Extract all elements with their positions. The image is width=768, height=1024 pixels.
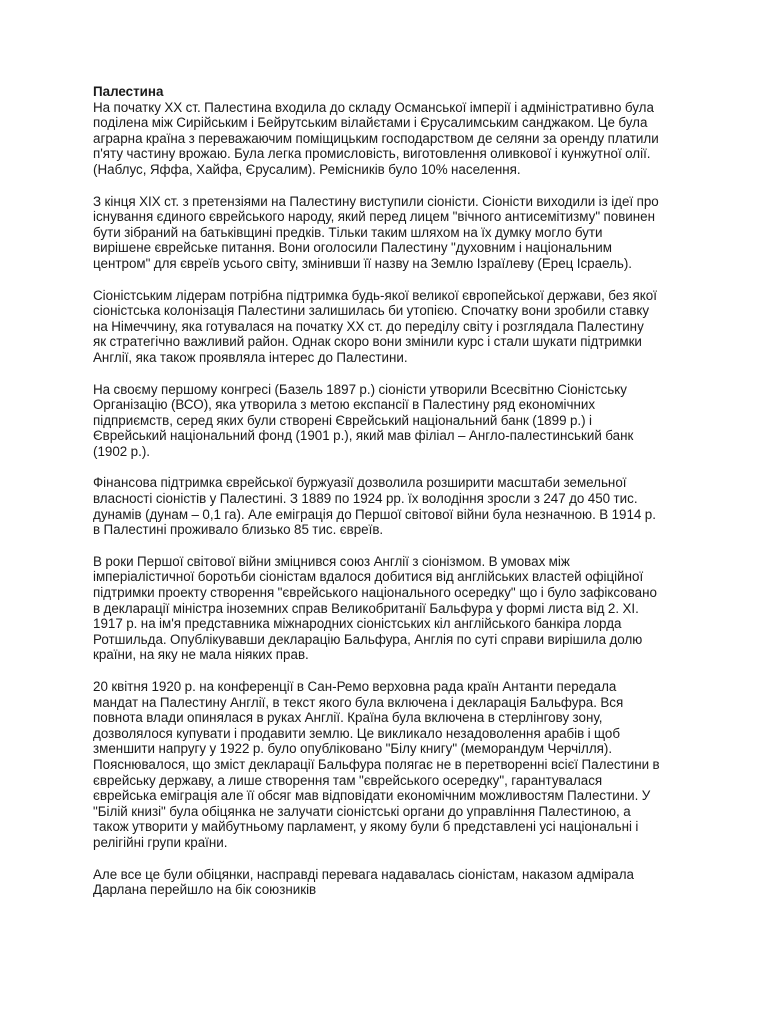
paragraph — [93, 194, 733, 272]
text-line: як стратегічно важливий район. Однак скоро вони змінили курс і стали шукати підтримки — [93, 334, 642, 350]
document-title: Палестина — [93, 84, 164, 99]
text-line: Англії, яка також проявляла інтерес до Палестини. — [93, 349, 408, 365]
text-line: Ротшильда. Опублікувавши декларацію Бальфура, Англія по суті справи вирішила долю — [93, 631, 643, 647]
text-line: (1902 р.). — [93, 443, 151, 459]
text-line: мандат на Палестину Англії, в текст якого була включена і декларація Бальфура. Вся — [93, 694, 624, 710]
paragraph — [93, 554, 733, 663]
text-line: Єврейський національний фонд (1901 р.), який мав філіал – Англо-палестинський банк — [93, 428, 634, 444]
text-line: На своєму першому конгресі (Базель 1897 р.) сіоністи утворили Всесвітню Сіоністську — [93, 381, 627, 397]
paragraph — [93, 475, 733, 537]
text-line: в декларації міністра іноземних справ Великобританії Бальфура у формі листа від 2. ХІ. — [93, 600, 639, 616]
text-line: бути зібраний на батьківщині предків. Тільки таким шляхом на їх думку могло бути — [93, 224, 603, 240]
text-line: дунамів (дунам – 0,1 га). Але еміграція до Першої світової війни була незначною. В 1914 р. — [93, 506, 656, 522]
text-line: (Наблус, Яффа, Хайфа, Єрусалим). Ремісників було 10% населення. — [93, 161, 521, 177]
text-line: "Білій книзі" була обіцянка не залучати сіоністські органи до управління Палестиною, а — [93, 803, 631, 819]
paragraph — [93, 679, 733, 851]
text-line: аграрна країна з переважаючим поміщицьким господарством де селяни за оренду платили — [93, 130, 659, 146]
text-line: В роки Першої світової війни зміцнився союз Англії з сіонізмом. В умовах між — [93, 553, 570, 569]
text-line: Але все це були обіцянки, насправді перевага надавалась сіоністам, наказом адмірала — [93, 866, 634, 882]
text-line: єврейська еміграція але її обсяг мав відповідати економічним можливостям Палестини. У — [93, 788, 651, 804]
text-line: дозволялося купувати і продавити землю. Це викликало незадоволення арабів і щоб — [93, 725, 621, 741]
text-line: На початку ХХ ст. Палестина входила до складу Османської імперії і адміністративно була — [93, 99, 654, 115]
text-line: імперіалістичної боротьби сіоністам вдалося добитися від англійських властей офіційної — [93, 569, 644, 585]
document-body — [93, 100, 733, 898]
text-line: країни, на яку не мала ніяких прав. — [93, 647, 309, 663]
text-line: З кінця ХІХ ст. з претензіями на Палестину виступили сіоністи. Сіоністи виходили із ідеї про — [93, 193, 659, 209]
text-line: сіоністська колонізація Палестини залишилась би утопією. Спочатку вони зробили ставку — [93, 303, 650, 319]
text-line: поділена між Сирійським і Бейрутським вілайєтами і Єрусалимським санджаком. Це була — [93, 115, 648, 131]
text-line: Дарлана перейшло на бік союзників — [93, 882, 317, 898]
text-line: Організацію (ВСО), яка утворила з метою експансії в Палестину ряд економічних — [93, 397, 596, 413]
text-line: 20 квітня 1920 р. на конференції в Сан-Ремо верховна рада країн Антанти передала — [93, 679, 617, 694]
text-line: 1917 р. на ім'я представника міжнародних сіоністських кіл англійського банкіра лорда — [93, 616, 622, 632]
text-line: зменшити напругу у 1922 р. було опубліковано "Білу книгу" (меморандум Черчілля). — [93, 741, 613, 757]
text-line: на Німеччину, яка готувалася на початку ХХ ст. до переділу світу і розглядала Палестину — [93, 318, 644, 334]
paragraph — [93, 288, 733, 366]
text-line: також утворити у майбутньому парламент, у якому були б представлені усі національні і — [93, 819, 639, 835]
text-line: Сіоністським лідерам потрібна підтримка будь-якої великої європейської держави, без якої — [93, 287, 657, 303]
text-line: повнота влади опинялася в руках Англії. Країна була включена в стерлінгову зону, — [93, 710, 603, 726]
text-line: п'яту частину врожаю. Була легка промисловість, виготовлення оливкової і кунжутної олії. — [93, 146, 651, 162]
text-line: в Палестині проживало близько 85 тис. євреїв. — [93, 522, 384, 538]
text-line: єврейську державу, а лише створення там "єврейського осередку", гарантувалася — [93, 772, 603, 788]
paragraph — [93, 100, 733, 178]
document-page — [93, 84, 733, 914]
text-line: Фінансова підтримка єврейської буржуазії дозволила розширити масштаби земельної — [93, 475, 627, 491]
text-line: Пояснювалося, що зміст декларації Бальфура полягає не в перетворенні всієї Палестини в — [93, 756, 660, 772]
paragraph — [93, 867, 733, 898]
text-line: центром" для євреїв усього світу, змінивши її назву на Землю Ізраїлеву (Ерец Ісраель). — [93, 255, 633, 271]
paragraph — [93, 382, 733, 460]
text-line: вирішене єврейське питання. Вони оголосили Палестину "духовним і національним — [93, 240, 612, 256]
text-line: релігійні групи країни. — [93, 834, 228, 850]
text-line: власності сіоністів у Палестині. З 1889 по 1924 рр. їх володіння зросли з 247 до 450 тис. — [93, 491, 638, 507]
text-line: підтримки проекту створення "єврейського національного осередку" що і було зафіксовано — [93, 585, 657, 601]
text-line: підприємств, серед яких були створені Єврейський національний банк (1899 р.) і — [93, 412, 592, 428]
text-line: існування єдиного єврейського народу, який перед лицем "вічного антисемітизму" повинен — [93, 209, 656, 225]
